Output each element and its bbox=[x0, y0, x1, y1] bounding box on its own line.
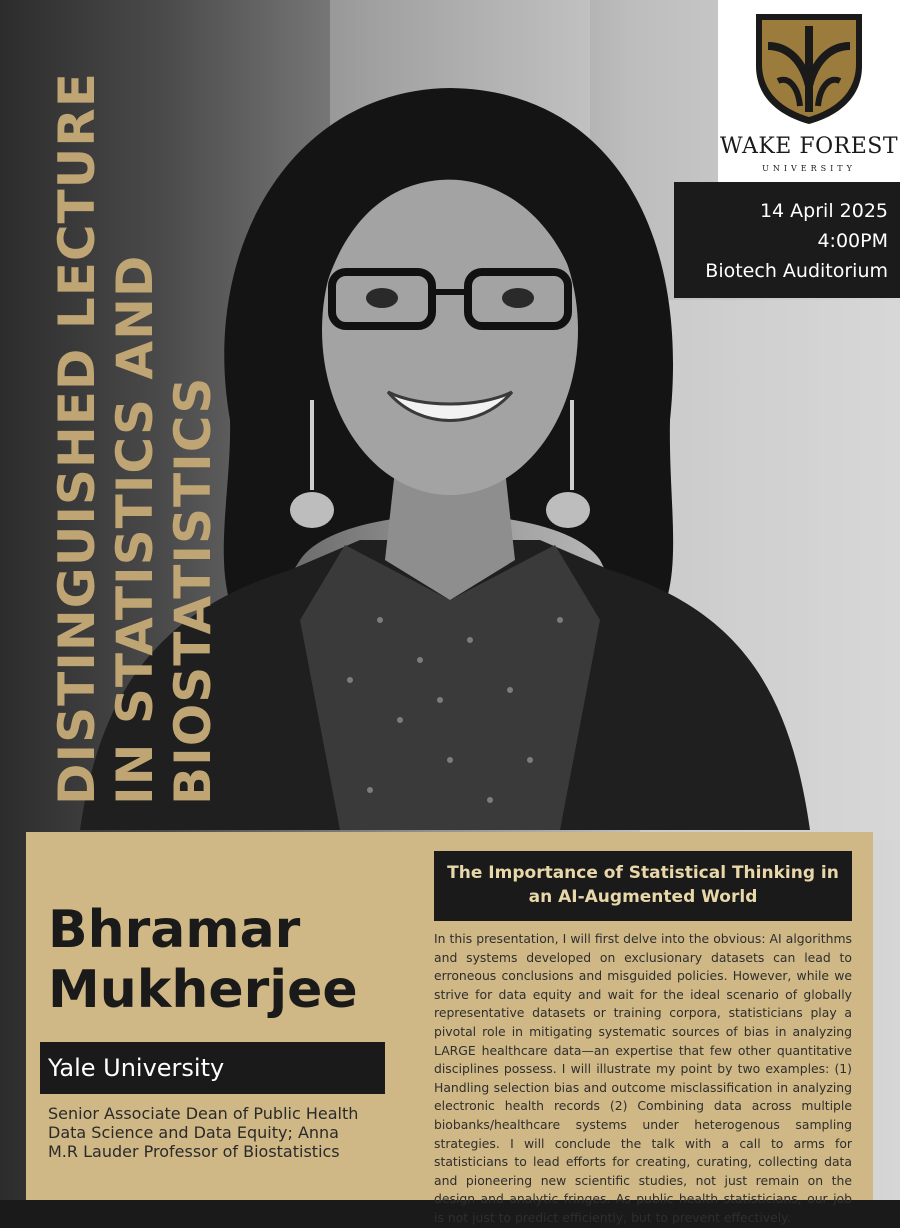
event-time: 4:00PM bbox=[817, 230, 888, 252]
speaker-affiliation: Yale University bbox=[40, 1042, 385, 1094]
event-location: Biotech Auditorium bbox=[705, 260, 888, 282]
event-date: 14 April 2025 bbox=[759, 200, 888, 222]
lecture-series-title: DISTINGUISHED LECTURE IN STATISTICS AND BIOSTATISTICS bbox=[48, 72, 222, 805]
talk-title: The Importance of Statistical Thinking in an AI-Augmented World bbox=[434, 851, 852, 921]
event-details bbox=[674, 182, 900, 298]
logo-wordmark: WAKE FOREST bbox=[719, 134, 899, 159]
speaker-position: Senior Associate Dean of Public Health Data Science and Data Equity; Anna M.R Lauder Professor of Biostatistics bbox=[48, 1104, 359, 1161]
logo-subtitle: UNIVERSITY bbox=[762, 164, 856, 173]
shield-icon bbox=[748, 6, 870, 126]
speaker-name: Bhramar Mukherjee bbox=[48, 900, 358, 1020]
university-logo bbox=[718, 0, 900, 182]
talk-abstract: In this presentation, I will first delve into the obvious: AI algorithms and systems developed on exclusionary datasets can lead to erroneous conclusions and misguided policies. However, while we strive for data equity and wait for the ideal scenario of globally representative datasets or training corpora, statisticians play a pivotal role in mitigating systematic sources of bias in analyzing LARGE healthcare data—an expertise that few other quantitative disciplines possess. I will illustrate my point by two examples: (1) Handling selection bias and outcome misclassification in analyzing electronic health records (2) Combining data across multiple biobanks/healthcare systems under heterogenous sampling strategies. I will conclude the talk with a call to arms for statisticians to lead efforts for creating, curating, collecting data and pioneering new scientific studies, not just remain on the design and analytic fringes. As public health statisticians, our job is not just to predict efficiently, but to prevent effectively. bbox=[434, 931, 852, 1225]
